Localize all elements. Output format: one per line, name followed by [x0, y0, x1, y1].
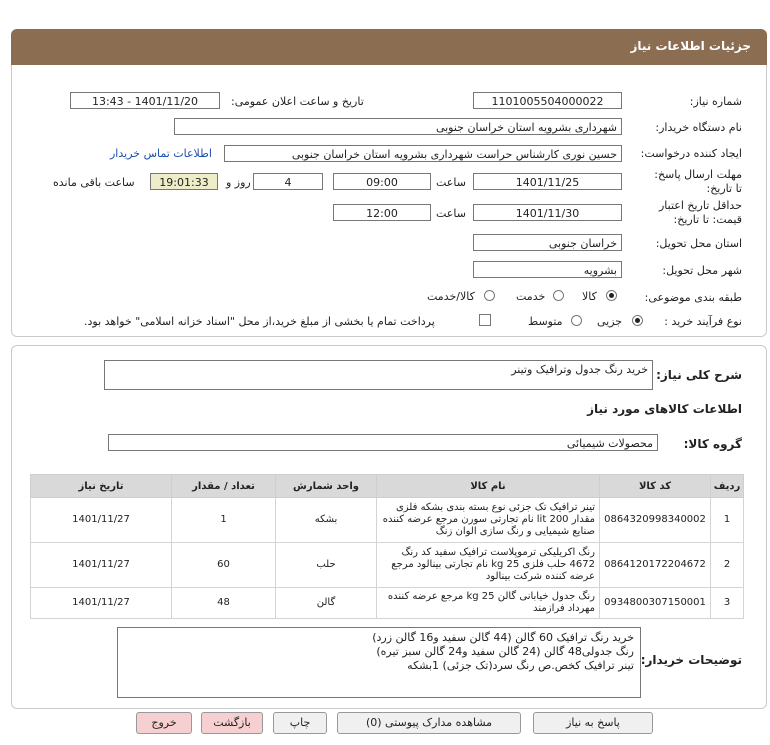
- exit-button[interactable]: خروج: [136, 712, 192, 734]
- goods-info-title: اطلاعات کالاهای مورد نیاز: [587, 402, 742, 416]
- buyer-contact-link[interactable]: اطلاعات تماس خریدار: [110, 147, 212, 160]
- row-date: 1401/11/27: [31, 498, 172, 543]
- title-bar: [11, 29, 767, 65]
- process-option-medium: متوسط: [528, 315, 563, 328]
- row-code: 0934800307150001: [600, 588, 711, 619]
- attachments-button[interactable]: مشاهده مدارک پیوستی (0): [337, 712, 521, 734]
- announce-field: 1401/11/20 - 13:43: [70, 92, 220, 109]
- table-row: [31, 498, 744, 543]
- buyer-org-field: شهرداری بشرویه استان خراسان جنوبی: [174, 118, 622, 135]
- process-radio-medium[interactable]: [571, 315, 582, 326]
- row-index: 3: [711, 588, 744, 619]
- category-radio-goods[interactable]: [606, 290, 617, 301]
- table-header-row: [31, 475, 744, 498]
- row-qty: 60: [172, 543, 276, 588]
- buyer-notes-line: خرید رنگ ترافیک 60 گالن (44 گالن سفید و16 گالن زرد): [372, 631, 634, 644]
- buyer-notes-label: توضیحات خریدار:: [640, 653, 742, 667]
- days-remaining-field: 4: [253, 173, 323, 190]
- goods-group-field: محصولات شیمیائی: [108, 434, 658, 451]
- creator-field: حسین نوری کارشناس حراست شهرداری بشرویه استان خراسان جنوبی: [224, 145, 622, 162]
- page-title: جزئیات اطلاعات نیاز: [630, 39, 751, 53]
- buyer-notes-box: [117, 627, 641, 698]
- summary-field: خرید رنگ جدول وترافیک وتینر: [104, 360, 653, 390]
- deadline-label: مهلت ارسال پاسخ: تا تاریخ:: [654, 168, 742, 195]
- category-option-both: کالا/خدمت: [427, 290, 475, 303]
- header-index: ردیف: [711, 475, 744, 498]
- row-name: رنگ جدول خیابانی گالن 25 kg مرجع عرضه کننده مهرداد فرازمند: [377, 588, 600, 619]
- summary-label: شرح کلی نیاز:: [656, 368, 742, 382]
- goods-table: [30, 474, 744, 619]
- row-unit: گالن: [276, 588, 377, 619]
- category-radio-service[interactable]: [553, 290, 564, 301]
- city-label: شهر محل تحویل:: [662, 264, 742, 277]
- table-row: [31, 543, 744, 588]
- table-row: [31, 588, 744, 619]
- row-code: 0864120172204672: [600, 543, 711, 588]
- row-date: 1401/11/27: [31, 588, 172, 619]
- remaining-label: ساعت باقی مانده: [53, 176, 135, 189]
- row-qty: 48: [172, 588, 276, 619]
- header-date: تاریخ نیاز: [31, 475, 172, 498]
- category-radio-both[interactable]: [484, 290, 495, 301]
- row-code: 0864320998340002: [600, 498, 711, 543]
- goods-group-label: گروه کالا:: [683, 437, 742, 451]
- city-field: بشرویه: [473, 261, 622, 278]
- row-date: 1401/11/27: [31, 543, 172, 588]
- process-label: نوع فرآیند خرید :: [664, 315, 742, 328]
- deadline-date-field: 1401/11/25: [473, 173, 622, 190]
- treasury-checkbox[interactable]: [479, 314, 491, 326]
- header-qty: تعداد / مقدار: [172, 475, 276, 498]
- category-option-service: خدمت: [516, 290, 546, 303]
- treasury-note: پرداخت تمام یا بخشی از مبلغ خرید،از محل "اسناد خزانه اسلامی" خواهد بود.: [84, 315, 435, 328]
- buyer-notes-line: تینر ترافیک کخص.ص رنگ سرد(تک جزئی) 1بشکه: [407, 659, 634, 672]
- validity-date-field: 1401/11/30: [473, 204, 622, 221]
- days-label: روز و: [226, 176, 251, 189]
- deadline-time-label: ساعت: [436, 176, 466, 189]
- announce-label: تاریخ و ساعت اعلان عمومی:: [231, 95, 364, 108]
- reply-button[interactable]: پاسخ به نیاز: [533, 712, 653, 734]
- row-index: 1: [711, 498, 744, 543]
- header-code: کد کالا: [600, 475, 711, 498]
- remaining-time-field: 19:01:33: [150, 173, 218, 190]
- validity-time-label: ساعت: [436, 207, 466, 220]
- validity-time-field: 12:00: [333, 204, 431, 221]
- header-unit: واحد شمارش: [276, 475, 377, 498]
- row-unit: حلب: [276, 543, 377, 588]
- buyer-notes-line: رنگ جدولی48 گالن (24 گالن سفید و24 گالن سبز تیره): [376, 645, 634, 658]
- province-label: استان محل تحویل:: [655, 237, 742, 250]
- need-number-field: 1101005504000022: [473, 92, 622, 109]
- row-name: تینر ترافیک تک جزئی نوع بسته بندی بشکه فلزی مقدار 200 lit نام تجارتی سورن مرجع عرضه کننده صنایع شیمیایی و رنگ سازی الوان زنگ: [377, 498, 600, 543]
- back-button[interactable]: بازگشت: [201, 712, 263, 734]
- row-qty: 1: [172, 498, 276, 543]
- process-option-minor: جزیی: [597, 315, 623, 328]
- need-number-label: شماره نیاز:: [689, 95, 742, 108]
- category-option-goods: کالا: [582, 290, 597, 303]
- header-name: نام کالا: [377, 475, 600, 498]
- row-index: 2: [711, 543, 744, 588]
- row-unit: بشکه: [276, 498, 377, 543]
- print-button[interactable]: چاپ: [273, 712, 327, 734]
- deadline-time-field: 09:00: [333, 173, 431, 190]
- category-label: طبقه بندی موضوعی:: [644, 291, 742, 304]
- validity-label: حداقل تاریخ اعتبار قیمت: تا تاریخ:: [658, 199, 742, 226]
- creator-label: ایجاد کننده درخواست:: [640, 147, 742, 160]
- province-field: خراسان جنوبی: [473, 234, 622, 251]
- row-name: رنگ اکریلیکی ترموپلاست ترافیک سفید کد رنگ 4672 حلب فلزی 25 kg نام تجارتی بینالود مرجع عرضه کننده شرکت بینالود: [377, 543, 600, 588]
- buyer-org-label: نام دستگاه خریدار:: [655, 121, 742, 134]
- process-radio-minor[interactable]: [632, 315, 643, 326]
